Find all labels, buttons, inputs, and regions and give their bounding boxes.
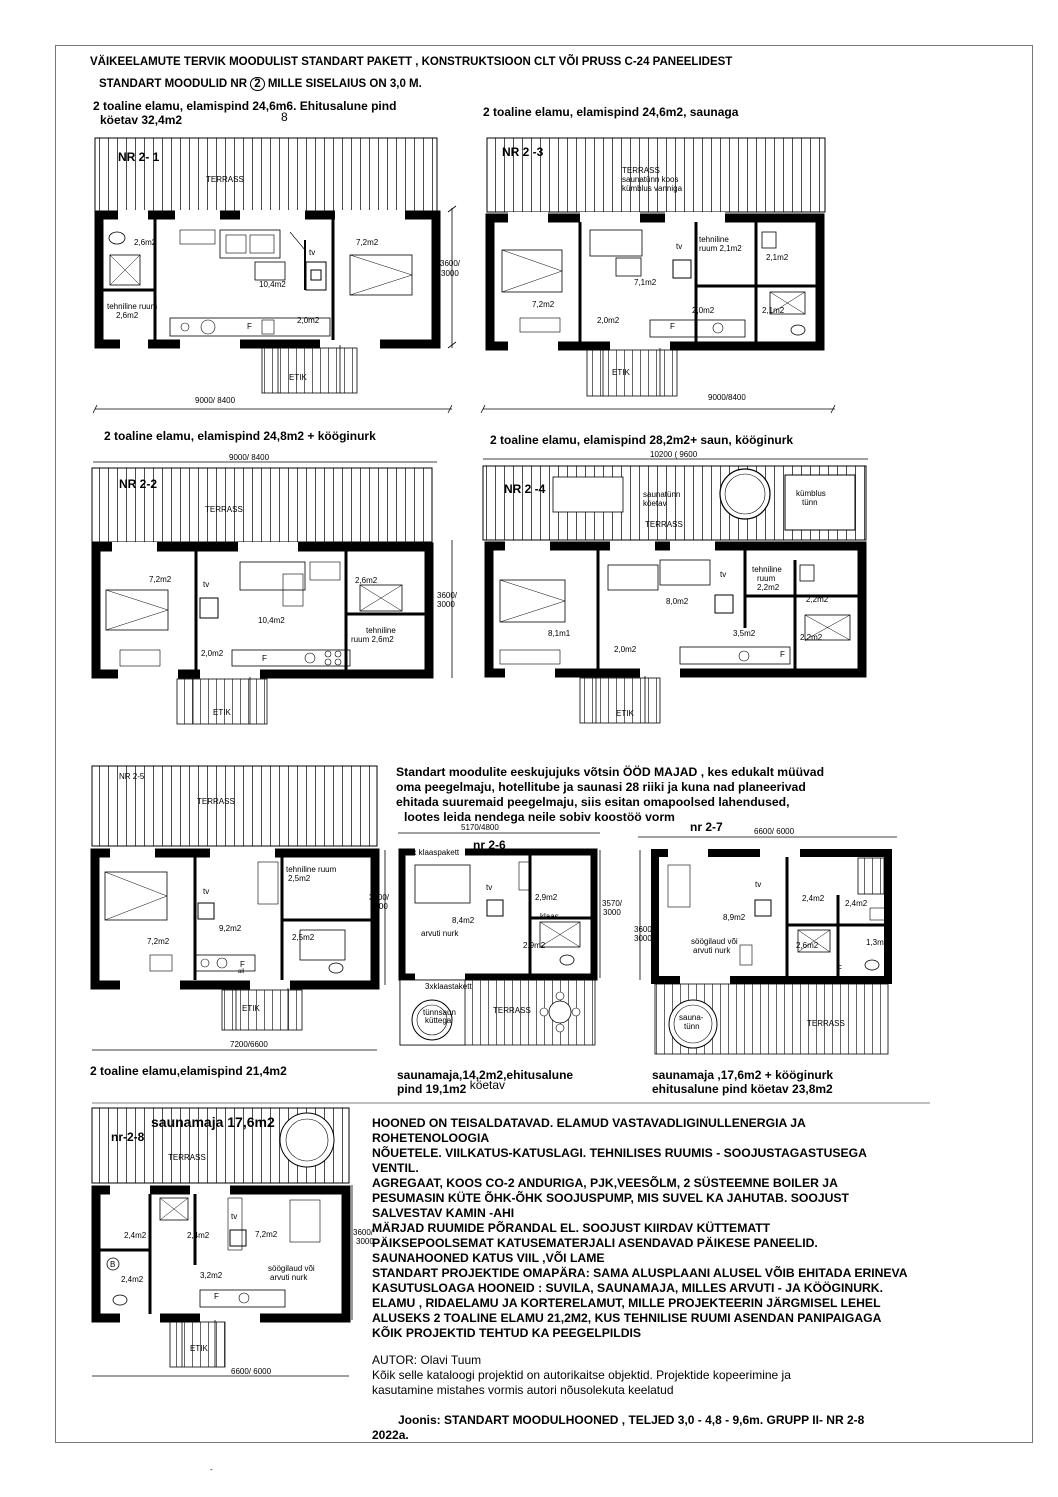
room-area: 2,0m2 bbox=[201, 649, 224, 658]
room-label: arvuti nurk bbox=[421, 929, 459, 938]
copyright-line: Kõik selle kataloogi projektid on autorikaitse objektid. Projektide kopeerimine ja bbox=[372, 1368, 791, 1382]
barrel-sauna-label: tünnsaun bbox=[423, 1008, 456, 1017]
plan-2-3-number: NR 2 -3 bbox=[502, 145, 544, 159]
room-area: 10,4m2 bbox=[258, 616, 285, 625]
room-area: 2,2m2 bbox=[800, 633, 823, 642]
outer-walls bbox=[96, 1190, 346, 1318]
description-line: STANDART PROJEKTIDE OMAPÄRA: SAMA ALUSPLAANI ALUSEL VÕIB EHITADA ERINEVA bbox=[372, 1266, 908, 1280]
intro-line: ehitada suuremaid peegelmaju, siis esitan omapoolsed lahendused, bbox=[396, 795, 790, 809]
room-label: tehniline bbox=[752, 565, 782, 574]
dimension-height: 3600/ bbox=[437, 591, 458, 600]
sauna-barrel-icon bbox=[280, 1113, 334, 1167]
title-prefix: STANDART MOODULID NR bbox=[99, 78, 247, 90]
room-label: arvuti nurk bbox=[693, 946, 731, 955]
plan-2-4-caption: 2 toaline elamu, elamispind 28,2m2+ saun, kööginurk bbox=[490, 433, 794, 447]
terrace-note: kümblus vanniga bbox=[622, 184, 683, 193]
description-line: KÕIK PROJEKTID TEHTUD KA PEEGELPILDIS bbox=[372, 1326, 642, 1340]
room-area: 2,0m2 bbox=[597, 316, 620, 325]
footer-mark: - bbox=[210, 1465, 213, 1474]
description-line: PÄIKSEPOOLSEMAT KATUSEMATERJALI ASENDAVAD PÄIKESE PANEELID. bbox=[372, 1236, 818, 1250]
terrace-note: saunatünn koos bbox=[622, 175, 679, 184]
room-area: 2,4m2 bbox=[121, 1275, 144, 1284]
entry-label: ETIK bbox=[616, 709, 634, 718]
room-area: 2,1m2 bbox=[762, 306, 785, 315]
tv-label: tv bbox=[676, 242, 683, 251]
description-line: HOONED ON TEISALDATAVAD. ELAMUD VASTAVADLIGINULLENERGIA JA bbox=[372, 1116, 806, 1130]
entry-label: ETIK bbox=[289, 373, 307, 382]
entry-deck bbox=[177, 679, 267, 724]
plan-nr-2-7 bbox=[638, 837, 897, 1054]
plan-2-6-caption: saunamaja,14,2m2,ehitusalune bbox=[397, 1068, 574, 1082]
room-label: söögilaud või bbox=[268, 1264, 315, 1273]
room-area: 7,1m2 bbox=[634, 278, 657, 287]
plan-nr-2-5 bbox=[92, 766, 385, 1050]
dimension-height: 3600/ bbox=[440, 259, 461, 268]
entry-label: ETIK bbox=[242, 1004, 260, 1013]
fridge-label: F bbox=[214, 1292, 219, 1301]
author-block bbox=[372, 1353, 791, 1398]
plan-2-1-caption-heated: köetav 32,4m2 bbox=[100, 113, 183, 127]
room-area: 2,5m2 bbox=[292, 933, 315, 942]
room-area: 7,2m2 bbox=[356, 238, 379, 247]
glazing-note: 3xklaastakett bbox=[425, 982, 472, 991]
room-label: tehniline bbox=[366, 626, 396, 635]
terrace-note: köetav bbox=[643, 499, 667, 508]
figure-caption bbox=[372, 1413, 864, 1443]
room-area: 7,2m2 bbox=[255, 1230, 278, 1239]
dimension-height: 3570/ bbox=[602, 899, 623, 908]
hot-tub-label: tünn bbox=[802, 498, 818, 507]
heated-label: köetav bbox=[469, 1078, 506, 1092]
room-area: 2,4m2 bbox=[802, 894, 825, 903]
dimension-height: 3600/ bbox=[634, 925, 655, 934]
sauna-barrel-label: tünn bbox=[684, 1022, 700, 1031]
room-area: 8,4m2 bbox=[452, 916, 475, 925]
plan-nr-2-2 bbox=[92, 462, 452, 724]
room-area: 7,2m2 bbox=[147, 937, 170, 946]
description-line: AGREGAAT, KOOS CO-2 ANDURIGA, PJK,VEESÕLM, 2 SÜSTEEMNE BOILER JA bbox=[372, 1176, 838, 1190]
room-label: arvuti nurk bbox=[270, 1273, 308, 1282]
entry-deck bbox=[222, 990, 302, 1030]
tv-label: tv bbox=[309, 248, 316, 257]
room-area: 2,0m2 bbox=[692, 306, 715, 315]
intro-paragraph bbox=[396, 765, 824, 825]
room-label: ruum bbox=[757, 574, 776, 583]
room-area: 10,4m2 bbox=[259, 280, 286, 289]
dimension-height-inner: 3000 bbox=[370, 902, 388, 911]
glass-label: klaas bbox=[540, 912, 559, 921]
plan-2-7-caption-2: ehitusalune pind köetav 23,8m2 bbox=[652, 1082, 833, 1096]
room-area: 2,6m2 bbox=[116, 311, 139, 320]
fridge-note: all bbox=[238, 969, 245, 975]
room-area: 2,0m2 bbox=[297, 316, 320, 325]
intro-line: Standart moodulite eeskujujuks võtsin ÖÖD MAJAD , kes edukalt müüvad bbox=[396, 765, 825, 779]
plan-2-8-title: saunamaja 17,6m2 bbox=[151, 1114, 275, 1130]
room-area: 2,2m2 bbox=[757, 583, 780, 592]
room-label: tehniline bbox=[699, 235, 729, 244]
tv-label: tv bbox=[486, 883, 493, 892]
plan-2-8-number: nr-2-8 bbox=[111, 1130, 145, 1144]
hot-tub-icon bbox=[785, 475, 855, 530]
plan-2-1-caption-note: 8 bbox=[281, 110, 288, 124]
figure-year: 2022a. bbox=[372, 1428, 409, 1442]
room-area: 8,9m2 bbox=[723, 913, 746, 922]
terrace-label: TERRASS bbox=[197, 797, 235, 806]
dimension-height-inner: 3000 bbox=[634, 934, 652, 943]
barrel-sauna-label: küttega bbox=[425, 1016, 452, 1025]
sheet-title-line1: VÄIKEELAMUTE TERVIK MOODULIST STANDART PAKETT , KONSTRUKTSIOON CLT VÕI PRUSS C-24 PANEELIDEST bbox=[90, 56, 733, 68]
description-line: ALUSEKS 2 TOALINE ELAMU 21,2M2, KUS TEHNILISE RUUMI ASENDAN PANIPAIGAGA bbox=[372, 1311, 882, 1325]
fridge-label: F bbox=[262, 654, 267, 663]
plan-2-2-number: NR 2-2 bbox=[119, 477, 158, 491]
dimension-height-inner: 3000 bbox=[356, 1237, 374, 1246]
dimension-width: 7200/6600 bbox=[230, 1040, 268, 1049]
dimension-width: 9000/ 8400 bbox=[195, 396, 236, 405]
title-suffix: MILLE SISELAIUS ON 3,0 M. bbox=[267, 78, 422, 90]
dimension-height-inner: 3000 bbox=[441, 269, 459, 278]
room-area: 2,2m2 bbox=[806, 595, 829, 604]
fridge-label: F bbox=[240, 960, 245, 969]
terrace-label: TERRASS bbox=[168, 1153, 206, 1162]
terrace-label: TERRASS bbox=[493, 1006, 531, 1015]
hot-tub-label: kümblus bbox=[796, 489, 826, 498]
description-line: ROHETENOLOOGIA bbox=[372, 1131, 490, 1145]
room-area: 9,2m2 bbox=[219, 924, 242, 933]
dimension-height-inner: 3000 bbox=[437, 600, 455, 609]
plan-2-5-number: NR 2-5 bbox=[119, 772, 145, 781]
tv-label: tv bbox=[231, 1212, 238, 1221]
room-area: 3,2m2 bbox=[200, 1271, 223, 1280]
room-area: 8,1m1 bbox=[548, 629, 571, 638]
dimension-height: 3600/ bbox=[353, 1228, 374, 1237]
room-area: 2,4m2 bbox=[845, 899, 868, 908]
room-area: 1,3m2 bbox=[866, 938, 889, 947]
plan-2-7-caption: saunamaja ,17,6m2 + kööginurk bbox=[652, 1068, 834, 1082]
terrace-label: TERRASS bbox=[206, 175, 244, 184]
dimension-width: 6600/ 6000 bbox=[231, 1367, 272, 1376]
dimension-width: 10200 ( 9600 bbox=[650, 450, 698, 459]
description-line: PESUMASIN KÜTE ÕHK-ÕHK SOOJUSPUMP, MIS SUVEL KA JAHUTAB. SOOJUST bbox=[372, 1191, 849, 1205]
tv-label: tv bbox=[203, 887, 210, 896]
room-area: 2,5m2 bbox=[288, 874, 311, 883]
room-label: tehniline ruum bbox=[107, 302, 158, 311]
terrace-note: saunatünn bbox=[643, 490, 681, 499]
plan-2-1-number: NR 2- 1 bbox=[118, 150, 160, 164]
description-block bbox=[372, 1116, 908, 1341]
plan-2-6-caption-2 bbox=[397, 1078, 506, 1096]
sauna-barrel-icon bbox=[720, 469, 770, 519]
sauna-barrel-label: sauna- bbox=[679, 1013, 704, 1022]
entry-label: ETIK bbox=[612, 368, 630, 377]
terrace-label: TERRASS bbox=[807, 1019, 845, 1028]
description-line: MÄRJAD RUUMIDE PÕRANDAL EL. SOOJUST KIIRDAV KÜTTEMATT bbox=[372, 1221, 771, 1235]
plan-nr-2-8 bbox=[92, 1108, 352, 1376]
description-line: KASUTUSLOAGA HOONEID : SUVILA, SAUNAMAJA, MILLES ARVUTI - JA KÖÖGINURK. bbox=[372, 1281, 883, 1295]
glazing-note: 3x klaaspakett bbox=[408, 848, 460, 857]
dimension-height: 3600/ bbox=[369, 893, 390, 902]
terrace-label: TERRASS bbox=[622, 166, 660, 175]
entry-label: ETIK bbox=[190, 1344, 208, 1353]
dimension-width: 6600/ 6000 bbox=[754, 827, 795, 836]
fridge-label: F bbox=[670, 322, 675, 331]
fridge-label: F bbox=[780, 650, 785, 659]
dimension-width: 5170/4800 bbox=[461, 823, 499, 832]
intro-line: lootes leida nendega neile sobiv koostöö vorm bbox=[404, 810, 675, 824]
intro-line: oma peegelmaju, hotellitube ja saunasi 28 riiki ja kuna nad planeerivad bbox=[396, 780, 806, 794]
description-line: VENTIL. bbox=[372, 1161, 419, 1175]
fridge-label: F bbox=[837, 964, 842, 973]
room-area: 2,4m2 bbox=[187, 1231, 210, 1240]
entry-label: ETIK bbox=[213, 708, 231, 717]
outer-walls bbox=[402, 852, 594, 977]
description-line: SAUNAHOONED KATUS VIIL ,VÕI LAME bbox=[372, 1251, 605, 1265]
room-area: 2,1m2 bbox=[766, 253, 789, 262]
boiler-label: B bbox=[110, 1260, 116, 1269]
terrace-label: TERRASS bbox=[205, 505, 243, 514]
plan-2-2-caption: 2 toaline elamu, elamispind 24,8m2 + kööginurk bbox=[104, 429, 376, 443]
room-label: tehniline ruum bbox=[286, 865, 337, 874]
room-area: 8,0m2 bbox=[666, 597, 689, 606]
room-area: 2,6m2 bbox=[355, 576, 378, 585]
plan-2-5-caption: 2 toaline elamu,elamispind 21,4m2 bbox=[90, 1064, 287, 1078]
room-area: 7,2m2 bbox=[532, 300, 555, 309]
dimension-height-inner: 3000 bbox=[603, 908, 621, 917]
room-label: söögilaud või bbox=[691, 937, 738, 946]
figure-title: Joonis: STANDART MOODULHOONED , TELJED 3,0 - 4,8 - 9,6m. GRUPP II- NR 2-8 bbox=[398, 1413, 865, 1427]
room-area: 2,9m2 bbox=[523, 941, 546, 950]
room-area: 2,0m2 bbox=[614, 645, 637, 654]
room-label: ruum 2,6m2 bbox=[351, 635, 394, 644]
description-line: NÕUETELE. VIILKATUS-KATUSLAGI. TEHNILISES RUUMIS - SOOJUSTAGASTUSEGA bbox=[372, 1146, 867, 1160]
terrace-label: TERRASS bbox=[645, 520, 683, 529]
tv-label: tv bbox=[203, 580, 210, 589]
room-area: 2,6m2 bbox=[796, 941, 819, 950]
dimension-width: 9000/8400 bbox=[708, 393, 746, 402]
room-area: 2,4m2 bbox=[124, 1231, 147, 1240]
room-area: 2,9m2 bbox=[535, 893, 558, 902]
plan-2-6-number: nr 2-6 bbox=[473, 838, 506, 852]
plan-2-7-number: nr 2-7 bbox=[690, 820, 723, 834]
plan-2-3-caption: 2 toaline elamu, elamispind 24,6m2, saunaga bbox=[483, 105, 739, 119]
description-line: ELAMU , RIDAELAMU JA KORTERELAMUT, MILLE PROJEKTEERIN JÄRGMISEL LEHEL bbox=[372, 1296, 881, 1310]
fridge-label: F bbox=[247, 322, 252, 331]
footprint-area: pind 19,1m2 bbox=[397, 1082, 467, 1096]
round-table-icon bbox=[549, 1001, 571, 1023]
room-area: 3,5m2 bbox=[733, 629, 756, 638]
description-line: SALVESTAV KAMIN -AHI bbox=[372, 1206, 515, 1220]
copyright-line: kasutamine mistahes vormis autori nõusolekuta keelatud bbox=[372, 1383, 674, 1397]
tv-label: tv bbox=[720, 570, 727, 579]
dimension-width: 9000/ 8400 bbox=[229, 453, 270, 462]
entry-deck bbox=[262, 348, 357, 393]
tv-label: tv bbox=[755, 880, 762, 889]
room-area: 7,2m2 bbox=[149, 575, 172, 584]
plan-2-1-caption: 2 toaline elamu, elamispind 24,6m6. Ehitusalune pind bbox=[93, 99, 397, 113]
plan-2-4-number: NR 2 -4 bbox=[504, 482, 546, 496]
room-label: ruum 2,1m2 bbox=[699, 244, 742, 253]
room-area: 2,6m2 bbox=[134, 238, 157, 247]
entry-deck bbox=[587, 350, 677, 396]
module-number-circle: 2 bbox=[250, 77, 264, 91]
plan-nr-2-1 bbox=[93, 138, 456, 413]
author-name: AUTOR: Olavi Tuum bbox=[372, 1353, 482, 1367]
